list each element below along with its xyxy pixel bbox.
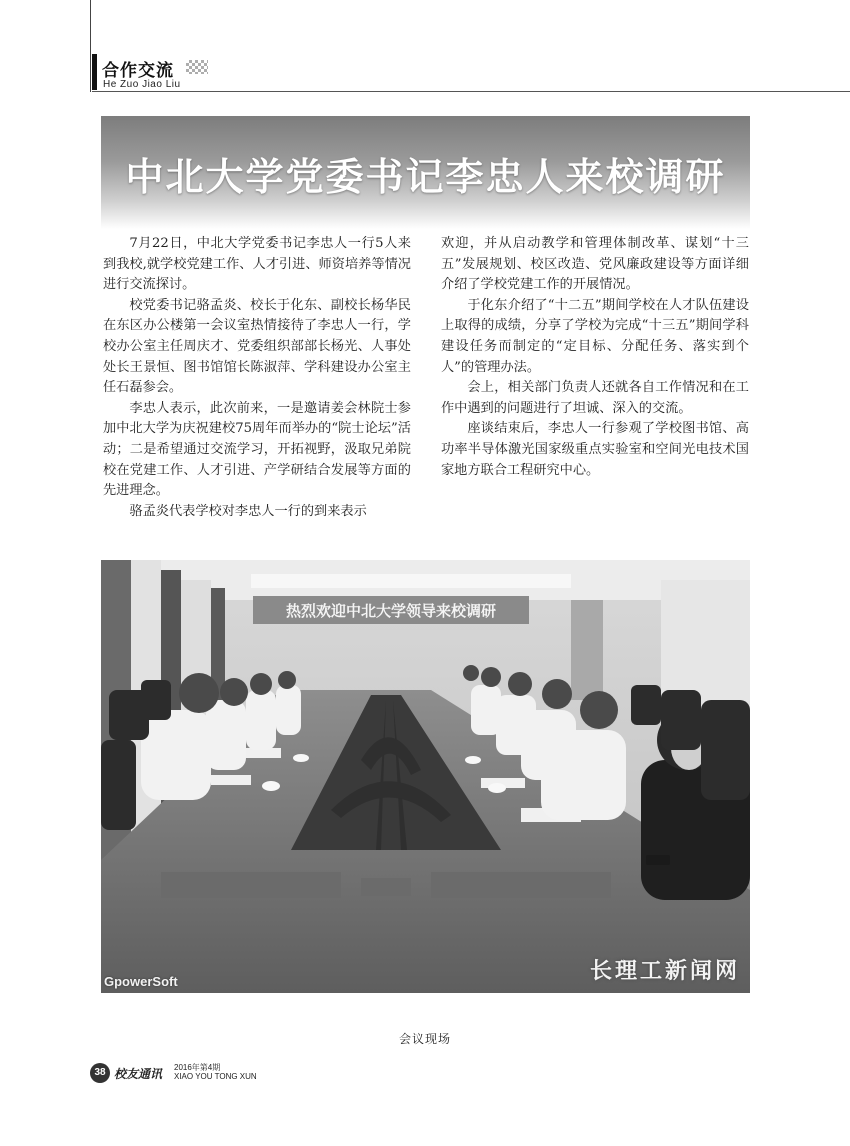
article-paragraph: 李忠人表示，此次前来，一是邀请姜会林院士参加中北大学为庆祝建校75周年而举办的“院士论坛”活动；二是希望通过交流学习，开拓视野，汲取兄弟院校在党建工作、人才引进、产学研结合发展等方面的先进理念。	[103, 400, 411, 499]
article-paragraph-continued: 欢迎，并从启动教学和管理体制改革、谋划“十三五”发展规划、校区改造、党风廉政建设等方面详细介绍了学校党建工作的开展情况。	[441, 236, 749, 293]
issue-pinyin: XIAO YOU TONG XUN	[174, 1072, 257, 1081]
section-header	[0, 48, 850, 92]
section-pinyin: He Zuo Jiao Liu	[103, 79, 181, 90]
article-column-left	[103, 234, 411, 522]
article-paragraph: 座谈结束后，李忠人一行参观了学校图书馆、高功率半导体激光国家级重点实验室和空间光电技术国家地方联合工程研究中心。	[441, 421, 749, 478]
article-title: 中北大学党委书记李忠人来校调研	[125, 155, 726, 199]
page-number: 38	[90, 1063, 110, 1083]
article-paragraph: 校党委书记骆孟炎、校长于化东、副校长杨华民在东区办公楼第一会议室热情接待了李忠人一行，学校办公室主任周庆才、党委组织部部长杨光、人事处处长王景恒、图书馆馆长陈淑萍、学科建设办公室主任石磊参会。	[103, 297, 411, 396]
meeting-scene-illustration	[101, 560, 750, 993]
magazine-name: 校友通讯	[114, 1067, 163, 1081]
section-title: 合作交流	[102, 61, 174, 81]
section-marker-bar	[92, 54, 97, 90]
issue-number: 2016年第4期	[174, 1063, 221, 1072]
article-column-right	[441, 234, 749, 481]
checker-pattern-icon	[186, 60, 208, 74]
article-paragraph: 于化东介绍了“十二五”期间学校在人才队伍建设上取得的成绩，分享了学校为完成“十三五”期间学科建设任务而制定的“定目标、分配任务、落实到个人”的管理办法。	[441, 297, 749, 375]
header-divider	[92, 91, 850, 92]
article-paragraph: 骆孟炎代表学校对李忠人一行的到来表示	[129, 503, 367, 519]
photo-watermark-right: 长理工新闻网	[589, 958, 740, 984]
issue-info	[174, 1063, 257, 1081]
meeting-photo	[101, 560, 750, 993]
photo-caption: 会议现场	[398, 1032, 451, 1046]
article-paragraph: 会上，相关部门负责人还就各自工作情况和在工作中遇到的问题进行了坦诚、深入的交流。	[441, 380, 749, 416]
title-banner	[101, 116, 750, 229]
page-footer	[90, 1058, 390, 1088]
photo-banner-text: 热烈欢迎中北大学领导来校调研	[285, 602, 497, 620]
photo-watermark-left: GpowerSoft	[104, 974, 178, 989]
article-paragraph: 7月22日，中北大学党委书记李忠人一行5人来到我校,就学校党建工作、人才引进、师资培养等情况进行交流探讨。	[103, 236, 411, 293]
